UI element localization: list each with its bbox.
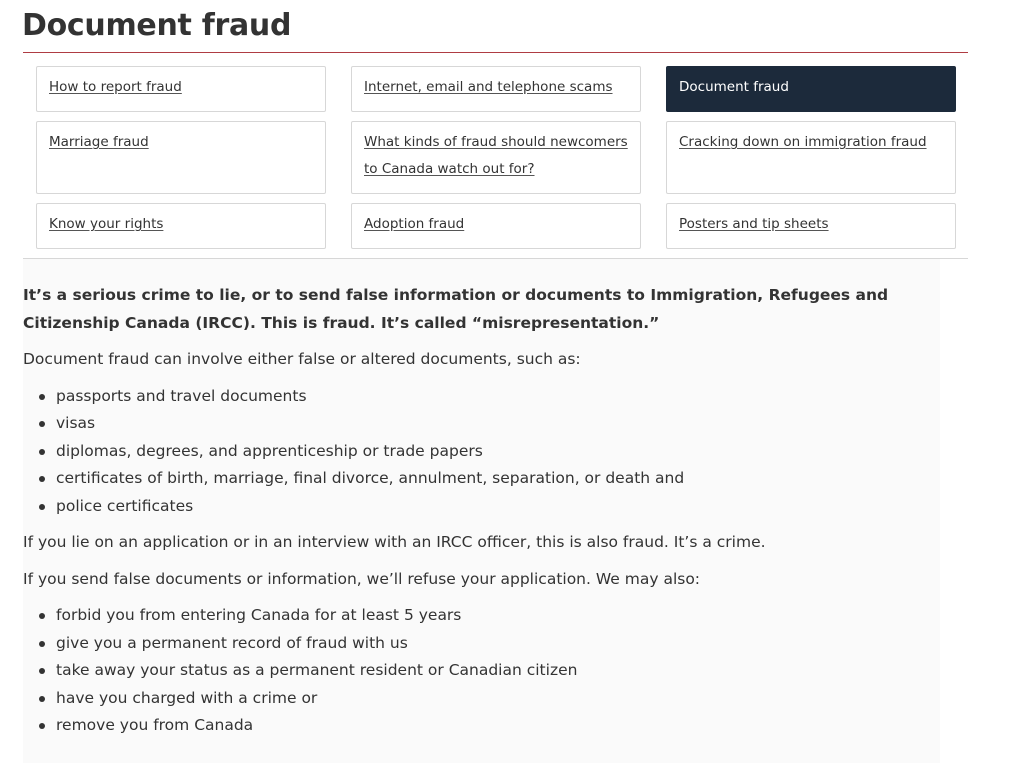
nav-card-internet-scams bbox=[351, 66, 641, 112]
document-types-list bbox=[23, 383, 953, 521]
list-item: remove you from Canada bbox=[56, 712, 953, 740]
nav-card-newcomers-fraud bbox=[351, 121, 641, 194]
nav-card-posters-tip-sheets bbox=[666, 203, 956, 249]
lead-paragraph: It’s a serious crime to lie, or to send false information or documents to Immigration, Refugees and Citizenship Canada (IRCC). This is fraud. It’s called “misrepresentation.” bbox=[23, 286, 889, 332]
nav-link-internet-scams[interactable]: Internet, email and telephone scams bbox=[364, 79, 613, 95]
title-divider bbox=[23, 52, 968, 53]
documents-intro: Document fraud can involve either false or altered documents, such as: bbox=[23, 350, 581, 368]
nav-card-adoption-fraud bbox=[351, 203, 641, 249]
nav-card-document-fraud-active[interactable] bbox=[666, 66, 956, 112]
nav-link-adoption-fraud[interactable]: Adoption fraud bbox=[364, 216, 465, 232]
main-content bbox=[23, 282, 953, 749]
nav-card-how-to-report-fraud bbox=[36, 66, 326, 112]
list-item: visas bbox=[56, 410, 953, 438]
list-item: police certificates bbox=[56, 493, 953, 521]
nav-link-cracking-down[interactable]: Cracking down on immigration fraud bbox=[679, 134, 927, 150]
list-item: certificates of birth, marriage, final divorce, annulment, separation, or death and bbox=[56, 465, 953, 493]
nav-link-document-fraud[interactable]: Document fraud bbox=[679, 79, 789, 95]
nav-link-newcomers-fraud[interactable]: What kinds of fraud should newcomers to Canada watch out for? bbox=[364, 134, 628, 177]
list-item: forbid you from entering Canada for at least 5 years bbox=[56, 602, 953, 630]
list-item: take away your status as a permanent resident or Canadian citizen bbox=[56, 657, 953, 685]
lie-statement: If you lie on an application or in an interview with an IRCC officer, this is also fraud. It’s a crime. bbox=[23, 533, 766, 551]
list-item: passports and travel documents bbox=[56, 383, 953, 411]
nav-divider bbox=[23, 258, 968, 259]
nav-card-know-your-rights bbox=[36, 203, 326, 249]
nav-link-know-your-rights[interactable]: Know your rights bbox=[49, 216, 164, 232]
list-item: give you a permanent record of fraud with us bbox=[56, 630, 953, 658]
nav-card-cracking-down bbox=[666, 121, 956, 194]
nav-link-how-to-report-fraud[interactable]: How to report fraud bbox=[49, 79, 182, 95]
list-item: have you charged with a crime or bbox=[56, 685, 953, 713]
consequences-intro: If you send false documents or information, we’ll refuse your application. We may also: bbox=[23, 569, 701, 588]
nav-link-posters-tip-sheets[interactable]: Posters and tip sheets bbox=[679, 216, 829, 232]
nav-card-marriage-fraud bbox=[36, 121, 326, 194]
nav-link-marriage-fraud[interactable]: Marriage fraud bbox=[49, 134, 149, 150]
consequences-list bbox=[23, 602, 953, 740]
page-title: Document fraud bbox=[22, 8, 292, 43]
list-item: diplomas, degrees, and apprenticeship or trade papers bbox=[56, 438, 953, 466]
